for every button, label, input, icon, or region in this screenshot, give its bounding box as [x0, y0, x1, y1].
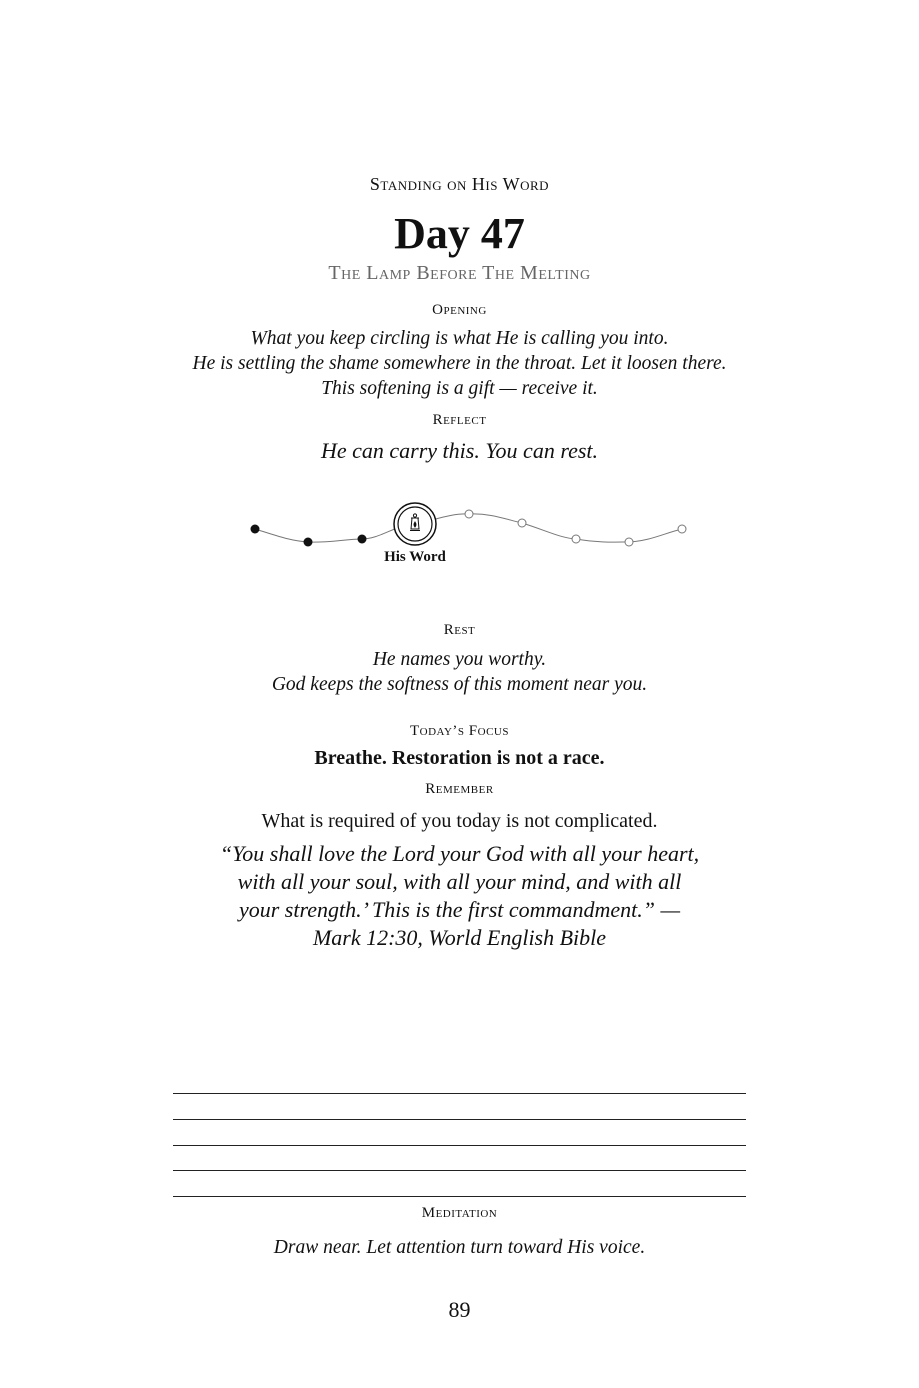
focus-text: Breathe. Restoration is not a race. — [314, 747, 605, 769]
opening-line: This softening is a gift — receive it. — [321, 378, 598, 399]
journey-step-upcoming — [625, 538, 633, 546]
journey-step-upcoming — [572, 535, 580, 543]
verse-line: “You shall love the Lord your God with all your heart, — [219, 841, 700, 866]
opening-text — [0, 326, 919, 401]
reflect-label: Reflect — [432, 412, 487, 428]
journey-path — [0, 495, 919, 575]
journey-step-completed — [358, 535, 367, 544]
remember-label: Remember — [425, 781, 494, 797]
journey-step-completed — [251, 525, 260, 534]
remember-intro: What is required of you today is not complicated. — [261, 810, 658, 832]
day-title: Day 47 — [394, 209, 525, 258]
current-step-marker — [394, 503, 436, 545]
page-number: 89 — [448, 1297, 471, 1322]
journey-step-completed — [304, 538, 313, 547]
current-step-label: His Word — [384, 549, 446, 565]
rest-label: Rest — [443, 622, 476, 638]
verse-line: with all your soul, with all your mind, and with all — [237, 869, 682, 894]
opening-line: What you keep circling is what He is calling you into. — [250, 328, 669, 349]
journey-step-upcoming — [465, 510, 473, 518]
rest-text — [0, 647, 919, 697]
journal-line[interactable] — [173, 1196, 746, 1197]
journey-step-upcoming — [518, 519, 526, 527]
journal-line[interactable] — [173, 1093, 746, 1094]
rest-line: He names you worthy. — [372, 649, 547, 670]
day-subtitle: The Lamp Before The Melting — [328, 262, 591, 284]
journal-line[interactable] — [173, 1145, 746, 1146]
series-title: Standing on His Word — [369, 174, 550, 194]
journal-line[interactable] — [173, 1170, 746, 1171]
verse-line: Mark 12:30, World English Bible — [312, 925, 607, 950]
journey-step-upcoming — [678, 525, 686, 533]
reflect-text: He can carry this. You can rest. — [320, 438, 599, 463]
focus-label: Today’s Focus — [410, 723, 509, 739]
scripture-verse — [0, 840, 919, 952]
opening-label: Opening — [432, 302, 487, 318]
opening-line: He is settling the shame somewhere in the throat. Let it loosen there. — [192, 353, 727, 374]
meditation-label: Meditation — [421, 1205, 498, 1221]
rest-line: God keeps the softness of this moment near you. — [271, 674, 648, 695]
verse-line: your strength.’ This is the first commandment.” — — [238, 897, 681, 922]
meditation-text: Draw near. Let attention turn toward His voice. — [273, 1237, 646, 1258]
journal-line[interactable] — [173, 1119, 746, 1120]
